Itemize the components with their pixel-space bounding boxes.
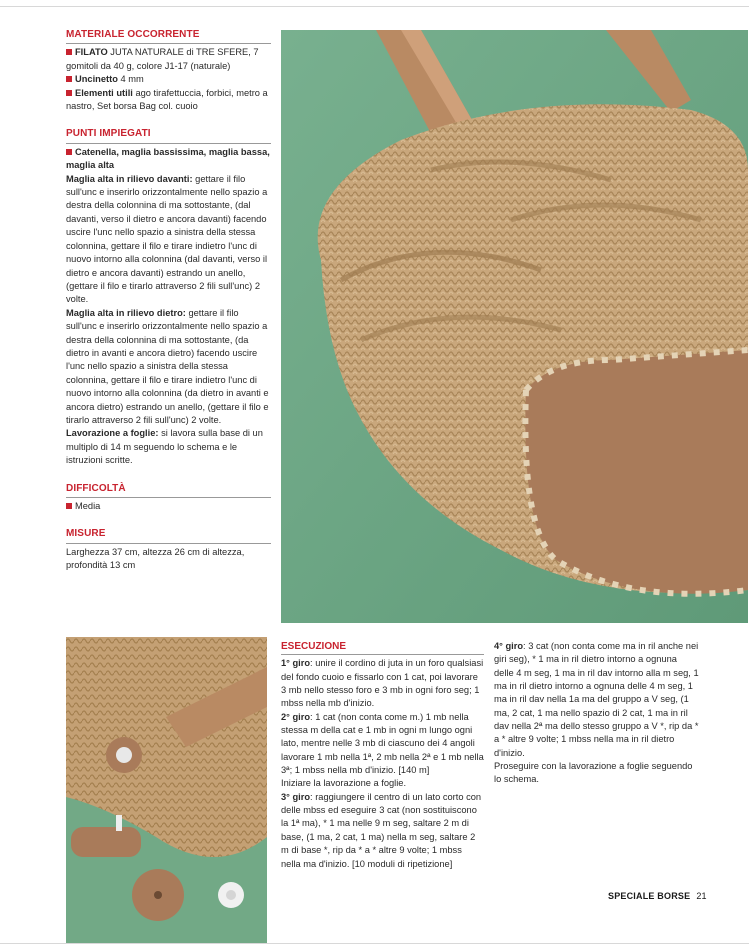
sizes-text: Larghezza 37 cm, altezza 26 cm di altezza, profondità 13 cm — [66, 546, 245, 571]
yarn-label: FILATO — [75, 47, 108, 58]
bag-photo-detail — [66, 637, 267, 943]
materials-divider — [66, 43, 271, 44]
bag-photo-main — [281, 30, 748, 623]
bullet-square-icon — [66, 149, 72, 155]
materials-tools — [66, 87, 271, 114]
round-4-text: : 3 cat (non conta come ma in ril anche nei giri seg), * 1 ma in ril dietro intorno a ognuna delle 4 m seg, 1 ma in ril dav intorno alla m seg, 1 ma in ril dietro intorno a ognuna delle 4 m seg, 1 ma in ril dav nella 1a ma del gruppo a V seg, (1 ma, 2 cat, 1 ma nello spazio di 2 cat, 1 ma in ril dav nella 2ª ma dello stesso gruppo a V *, rip da * a * altre 9 volte; 1 mbss nella ma in ril dietro d'inizio. — [494, 641, 699, 758]
tools-label: Elementi utili — [75, 87, 133, 98]
round-1-label: 1° giro — [281, 658, 311, 669]
bullet-square-icon — [66, 503, 72, 509]
round-3-label: 3° giro — [281, 791, 311, 802]
bullet-square-icon — [66, 49, 72, 55]
magazine-name: SPECIALE BORSE — [608, 891, 691, 901]
sizes-title: MISURE — [66, 528, 106, 540]
leaf-label: Lavorazione a foglie: — [66, 428, 159, 439]
difficulty-value — [66, 500, 271, 513]
difficulty-text: Media — [75, 501, 101, 511]
execution-column-2 — [494, 640, 699, 787]
page-top-rule — [0, 6, 749, 7]
round-2-note: Iniziare la lavorazione a foglie. — [281, 778, 407, 789]
execution-title: ESECUZIONE — [281, 641, 347, 652]
bullet-square-icon — [66, 90, 72, 96]
sizes-divider — [66, 543, 271, 544]
front-relief-text: gettare il filo sull'unc e inserirlo orizzontalmente nello spazio a destra della colonnina di ma sottostante, (dal davanti, verso il dietro e ancora davanti) facendo uscire l'unc nello spazio a sinistra della stessa colonnina, gettare il filo e tirare indietro l'unc di nuovo intorno alla colonnina (dal davanti, verso il dietro e ancora davanti) estrando un anello, (gettare il filo e tirarlo attraverso 2 fili sull'unc) 2 volte. — [66, 173, 268, 305]
round-2-text: : 1 cat (non conta come m.) 1 mb nella stessa m della cat e 1 mb in ogni m lungo ogni lato, mentre nelle 3 mb di ciascuno dei 4 angoli lavorare 1 mb nella 1ª, 2 mb nella 2ª e 1 mb nella 3ª; 1 mbss nella mb d'inizio. [140 m] — [281, 711, 484, 776]
hook-label: Uncinetto — [75, 74, 118, 85]
front-relief-label: Maglia alta in rilievo davanti: — [66, 173, 193, 184]
round-3-text: : raggiungere il centro di un lato corto con delle mbss ed eseguire 3 cat (non sostituiscono la 1ª ma), * 1 ma nelle 9 m seg, saltare 2 m di base, (1 ma, 2 cat, 1 ma) nella m seg, saltare 2 m di base *, rip da * a * altre 9 volte; 1 mbss nella ma d'inizio. [10 moduli di ripetizione] — [281, 791, 482, 869]
page-bottom-rule — [0, 943, 749, 944]
bag-detail-illustration — [66, 637, 267, 943]
difficulty-title: DIFFICOLTÀ — [66, 482, 126, 494]
materials-yarn — [66, 46, 271, 73]
yarn-text: JUTA NATURALE di TRE SFERE, 7 gomitoli da 40 g, colore J1-17 (naturale) — [66, 47, 259, 71]
bullet-square-icon — [66, 76, 72, 82]
page-footer — [608, 891, 707, 901]
round-2 — [281, 711, 484, 778]
materials-hook — [66, 73, 271, 86]
back-relief-text: gettare il filo sull'unc e inserirlo orizzontalmente nello spazio a destra della colonnina di ma sottostante, (da dietro in avanti e ancora dietro) facendo uscire l'unc nello spazio a sinistra della stessa colonnina, gettare il filo e tirare indietro l'unc di nuovo intorno alla colonnina (da dietro in avanti e ancora dietro) estrando un anello, (gettare il filo e tirarlo attraverso 2 fili sull'unc) 2 volte. — [66, 307, 269, 425]
execution-divider — [281, 654, 484, 655]
stitch-front-relief — [66, 173, 271, 307]
bag-illustration — [281, 30, 748, 623]
stitches-divider — [66, 143, 271, 144]
stitches-list-text: Catenella, maglia bassissima, maglia bassa, maglia alta — [66, 146, 270, 171]
round-1-text: : unire il cordino di juta in un foro qualsiasi del fondo cuoio e fissarlo con 1 cat, poi lavorare 3 mb nello stesso foro e 3 mb in ogni foro seg; 1 mbss nella mb d'inizio. — [281, 658, 484, 709]
materials-title: MATERIALE OCCORRENTE — [66, 29, 200, 40]
closing-instruction: Proseguire con la lavorazione a foglie seguendo lo schema. — [494, 761, 693, 785]
stitches-list — [66, 146, 271, 173]
hook-text: 4 mm — [117, 74, 144, 85]
round-1 — [281, 657, 484, 710]
execution-column-1 — [281, 640, 484, 871]
tools-text: ago tirafettuccia, forbici, metro a nastro, Set borsa Bag col. cuoio — [66, 87, 268, 112]
difficulty-divider — [66, 497, 271, 498]
round-2-label: 2° giro — [281, 711, 311, 722]
leaf-text: si lavora sulla base di un multiplo di 14 m seguendo lo schema e le istruzioni scritte. — [66, 428, 263, 466]
stitch-back-relief — [66, 307, 271, 428]
stitch-leaf — [66, 427, 271, 467]
page-number: 21 — [696, 891, 707, 901]
round-3 — [281, 791, 484, 871]
left-column — [66, 28, 271, 573]
round-4 — [494, 640, 699, 760]
round-4-label: 4° giro — [494, 641, 524, 651]
back-relief-label: Maglia alta in rilievo dietro: — [66, 307, 186, 318]
stitches-title: PUNTI IMPIEGATI — [66, 128, 151, 140]
